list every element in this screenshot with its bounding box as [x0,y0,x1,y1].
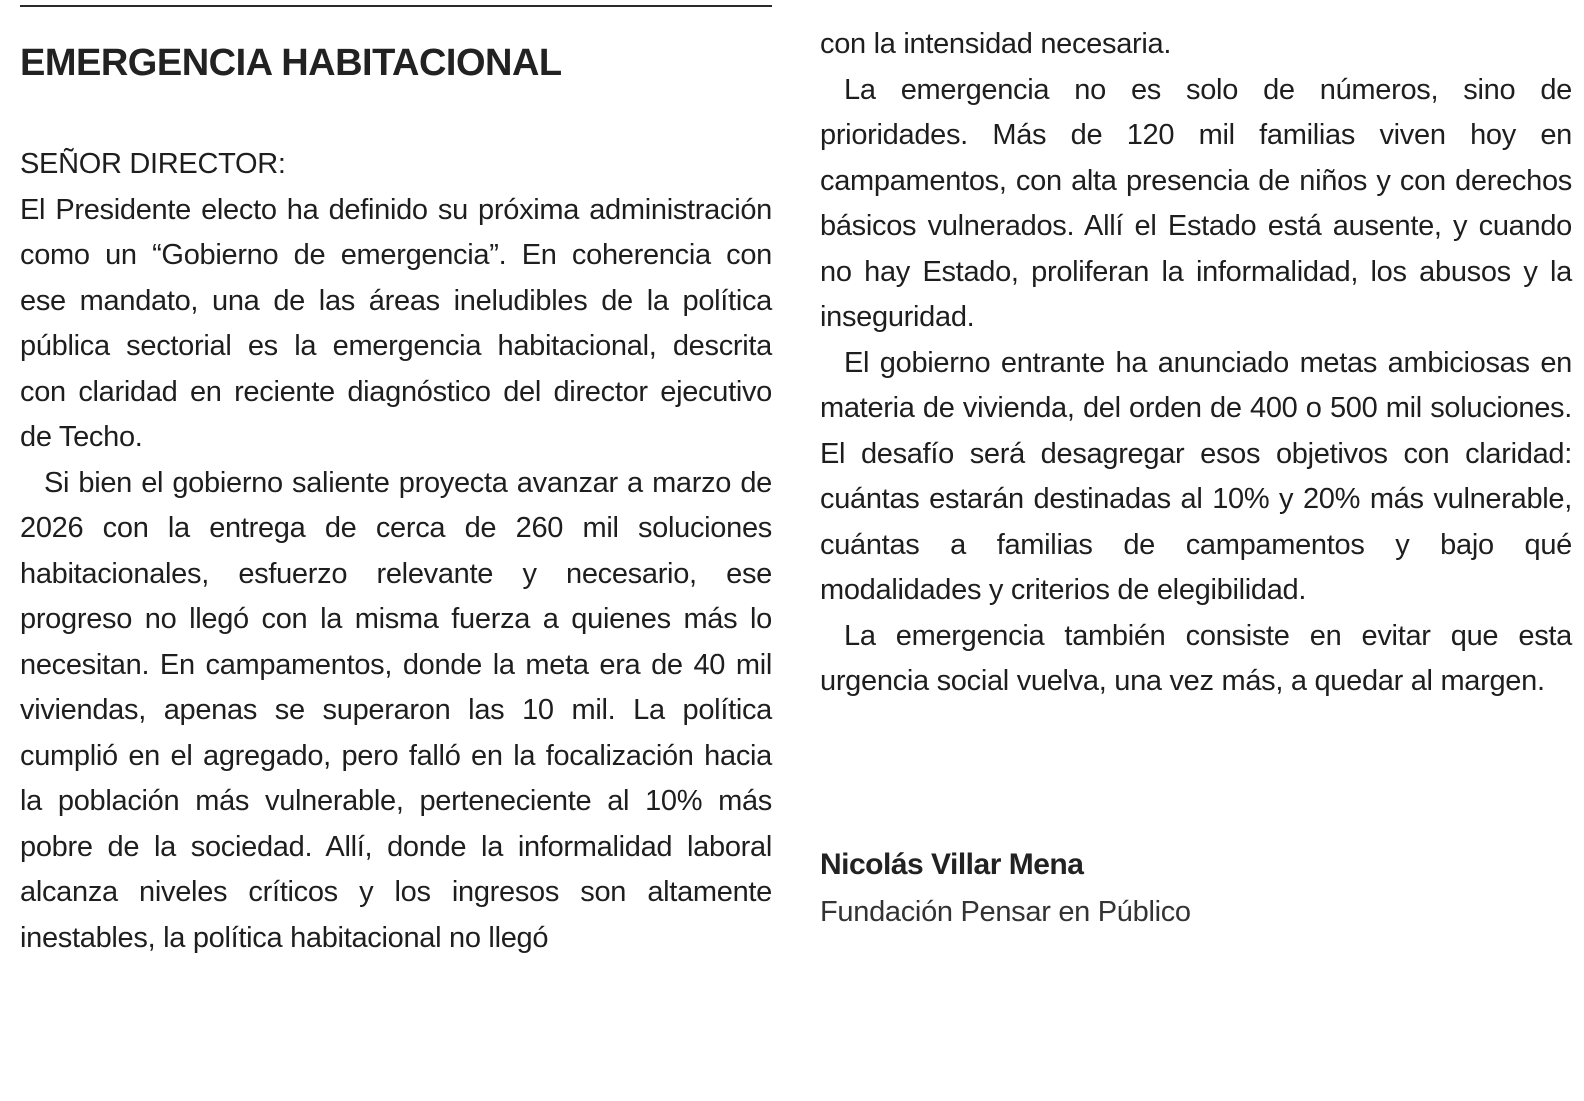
salutation: SEÑOR DIRECTOR: [20,148,286,180]
top-divider [20,5,772,7]
paragraph-1: El Presidente electo ha definido su próxima administración como un “Gobierno de emergencia”. En coherencia con ese mandato, una de las áreas ineludibles de la política pública sectorial es la emergencia habitacional, descrita con claridad en reciente diagnóstico del director ejecutivo de Techo. [20,193,772,453]
letter-column-left [20,142,772,961]
signature-name: Nicolás Villar Mena [820,848,1084,881]
paragraph-2: Si bien el gobierno saliente proyecta avanzar a marzo de 2026 con la entrega de cerca de 260 mil soluciones habitacionales, esfuerzo relevante y necesario, ese progreso no llegó con la misma fuerza a quienes más lo necesitan. En campamentos, donde la meta era de 40 mil viviendas, apenas se superaron las 10 mil. La política cumplió en el agregado, pero falló en la focalización hacia la población más vulnerable, perteneciente al 10% más pobre de la sociedad. Allí, donde la informalidad laboral alcanza niveles críticos y los ingresos son altamente inestables, la política habitacional no llegó [20,466,772,954]
paragraph-4: El gobierno entrante ha anunciado metas ambiciosas en materia de vivienda, del orden de 400 o 500 mil soluciones. El desafío será desagregar esos objetivos con claridad: cuántas estarán destinadas al 10% y 20% más vulnerable, cuántas a familias de campamentos y bajo qué modalidades y criterios de elegibilidad. [820,346,1572,606]
signature-organization: Fundación Pensar en Público [820,896,1191,928]
article-headline: EMERGENCIA HABITACIONAL [20,42,562,84]
paragraph-5: La emergencia también consiste en evitar que esta urgencia social vuelva, una vez más, a quedar al margen. [820,619,1572,697]
letter-column-right [820,22,1572,705]
paragraph-3: La emergencia no es solo de números, sino de prioridades. Más de 120 mil familias viven hoy en campamentos, con alta presencia de niños y con derechos básicos vulnerados. Allí el Estado está ausente, y cuando no hay Estado, proliferan la informalidad, los abusos y la inseguridad. [820,73,1572,333]
paragraph-2-continuation: con la intensidad necesaria. [820,28,1172,60]
